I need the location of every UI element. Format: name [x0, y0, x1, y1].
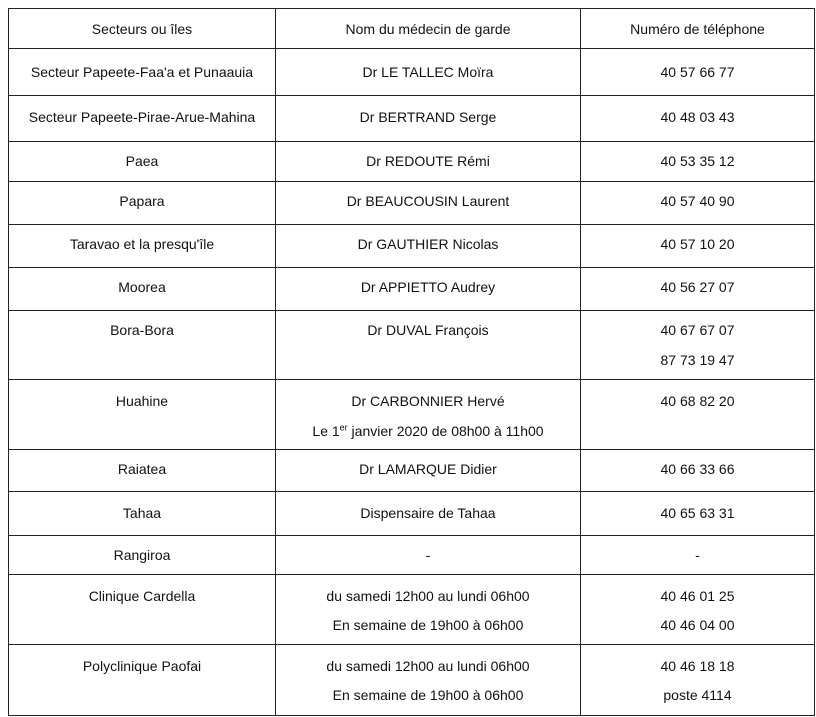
sector-cell [9, 450, 276, 492]
sector-cell [9, 142, 276, 182]
phone-cell [581, 49, 815, 96]
doctor-line: Dr DUVAL François [367, 322, 489, 338]
phone-cell [581, 450, 815, 492]
doctor-line: - [425, 547, 431, 563]
doctor-cell [276, 268, 581, 311]
phone-number: 40 48 03 43 [660, 109, 735, 125]
phone-number: 87 73 19 47 [660, 352, 735, 368]
phone-cell [581, 225, 815, 268]
phone-number: 40 46 18 18 [660, 658, 735, 674]
doctor-line: du samedi 12h00 au lundi 06h00 [326, 588, 530, 604]
table-row [9, 492, 815, 536]
phone-number: poste 4114 [663, 687, 732, 703]
sector-name: Taravao et la presqu'île [69, 236, 215, 252]
doctor-note [312, 422, 543, 440]
sector-cell [9, 182, 276, 225]
table-row [9, 645, 815, 716]
sector-name: Moorea [118, 279, 166, 295]
doctor-line: Dr LE TALLEC Moïra [362, 64, 494, 80]
sector-name: Clinique Cardella [88, 588, 196, 604]
phone-cell [581, 380, 815, 450]
doctor-note-prefix: Le 1 [312, 423, 340, 439]
sector-name: Raiatea [117, 461, 167, 477]
table-row [9, 182, 815, 225]
table-row [9, 450, 815, 492]
table-row [9, 311, 815, 380]
doctor-line: Dr BERTRAND Serge [359, 109, 497, 125]
sector-name: Secteur Papeete-Pirae-Arue-Mahina [28, 109, 256, 125]
sector-cell [9, 380, 276, 450]
table-row [9, 225, 815, 268]
header-row [9, 9, 815, 49]
doctor-cell [276, 575, 581, 645]
phone-cell [581, 142, 815, 182]
doctor-line: Dr GAUTHIER Nicolas [357, 236, 499, 252]
sector-name: Huahine [115, 393, 169, 409]
phone-number: 40 57 40 90 [660, 193, 735, 209]
phone-number: 40 46 04 00 [660, 617, 735, 633]
sector-cell [9, 225, 276, 268]
header-phone: Numéro de téléphone [581, 9, 815, 49]
phone-cell [581, 645, 815, 716]
doctor-line: Dr APPIETTO Audrey [360, 279, 496, 295]
table-row [9, 142, 815, 182]
phone-number: - [695, 547, 700, 563]
doctor-cell [276, 96, 581, 142]
sector-name: Paea [125, 153, 159, 169]
sector-name: Tahaa [122, 505, 162, 521]
table-row [9, 536, 815, 575]
phone-cell [581, 182, 815, 225]
sector-name: Polyclinique Paofai [82, 658, 202, 674]
phone-number: 40 66 33 66 [660, 461, 735, 477]
sector-cell [9, 96, 276, 142]
table-row [9, 380, 815, 450]
doctor-note-ordinal: er [339, 422, 348, 433]
phone-number: 40 65 63 31 [660, 505, 735, 521]
phone-cell [581, 311, 815, 380]
sector-cell [9, 536, 276, 575]
phone-number: 40 67 67 07 [660, 322, 735, 338]
doctor-cell [276, 380, 581, 450]
phone-cell [581, 492, 815, 536]
sector-cell [9, 645, 276, 716]
phone-number: 40 56 27 07 [660, 279, 735, 295]
doctor-note-suffix: janvier 2020 de 08h00 à 11h00 [347, 423, 544, 439]
doctor-line: En semaine de 19h00 à 06h00 [332, 617, 524, 633]
doctor-line: Dr LAMARQUE Didier [359, 461, 497, 477]
phone-number: 40 57 66 77 [660, 64, 735, 80]
sector-cell [9, 492, 276, 536]
sector-cell [9, 49, 276, 96]
doctor-line: Dr BEAUCOUSIN Laurent [346, 193, 510, 209]
phone-cell [581, 96, 815, 142]
phone-number: 40 57 10 20 [660, 236, 735, 252]
sector-cell [9, 575, 276, 645]
doctor-cell [276, 645, 581, 716]
doctor-line: Dr CARBONNIER Hervé [351, 393, 505, 409]
table-row [9, 575, 815, 645]
sector-name: Papara [119, 193, 165, 209]
header-sector: Secteurs ou îles [9, 9, 276, 49]
doctor-cell [276, 492, 581, 536]
doctor-cell [276, 450, 581, 492]
phone-number: 40 53 35 12 [660, 153, 735, 169]
phone-number: 40 46 01 25 [660, 588, 735, 604]
doctor-line: du samedi 12h00 au lundi 06h00 [326, 658, 530, 674]
phone-number: 40 68 82 20 [660, 393, 735, 409]
doctor-cell [276, 225, 581, 268]
sector-name: Bora-Bora [110, 322, 174, 338]
doctor-line: En semaine de 19h00 à 06h00 [332, 687, 524, 703]
doctor-cell [276, 536, 581, 575]
doctor-line: Dispensaire de Tahaa [360, 505, 496, 521]
sector-name: Rangiroa [113, 547, 171, 563]
doctor-cell [276, 311, 581, 380]
table-row [9, 268, 815, 311]
on-call-doctors-table [8, 8, 815, 716]
table-row [9, 96, 815, 142]
phone-cell [581, 268, 815, 311]
doctor-cell [276, 49, 581, 96]
doctor-cell [276, 142, 581, 182]
doctor-line: Dr REDOUTE Rémi [366, 153, 490, 169]
header-doctor: Nom du médecin de garde [276, 9, 581, 49]
phone-cell [581, 536, 815, 575]
phone-cell [581, 575, 815, 645]
doctor-cell [276, 182, 581, 225]
table-row [9, 49, 815, 96]
sector-cell [9, 268, 276, 311]
sector-cell [9, 311, 276, 380]
sector-name: Secteur Papeete-Faa'a et Punaauia [30, 64, 254, 80]
